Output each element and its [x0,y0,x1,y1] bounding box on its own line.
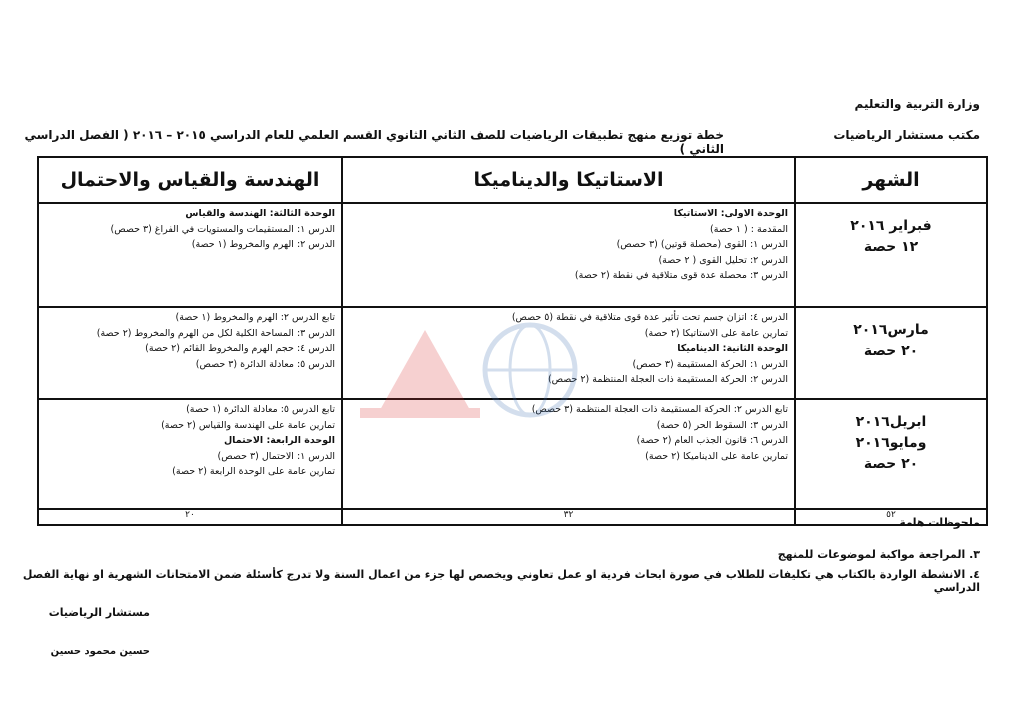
lesson-line: تابع الدرس ٢: الهرم والمخروط (١ حصة) [175,312,335,323]
signature-name: حسين محمود حسين [50,646,150,657]
lesson-line: الدرس ١: المستقيمات والمستويات في الفراغ (٣ حصص) [110,223,335,235]
col-month-header: الشهر [795,157,987,203]
lesson-line: تمارين عامة على الديناميكا (٢ حصة) [645,450,788,462]
geometry-cell [38,307,342,399]
lesson-line: الدرس ١: الحركة المستقيمة (٣ حصص) [632,358,788,370]
lesson-line: تمارين عامة على الوحدة الرابعة (٢ حصة) [172,466,335,477]
statics-cell [342,307,795,399]
lesson-line: الدرس ٢: تحليل القوى ( ٢ حصة) [658,254,788,266]
plan-title: خطة توزيع منهج تطبيقات الرياضيات للصف الثاني الثانوي القسم العلمي للعام الدراسي ٢٠١٥ – ٢٠١٦ ( الفصل الدراسي الثاني ) [24,128,724,156]
lesson-line: الدرس ٢: الهرم والمخروط (١ حصة) [191,239,335,250]
statics-cell [342,399,795,509]
lesson-line: المقدمة : ( ١ حصة) [709,223,788,235]
geometry-cell [38,399,342,509]
table-row [38,203,987,307]
signature-title: مستشار الرياضيات [48,606,150,619]
table-header-row [38,157,987,203]
lesson-line: الدرس ٢: الحركة المستقيمة ذات العجلة المنتظمة (٢ حصص) [547,374,788,385]
lesson-line: تابع الدرس ٥: معادلة الدائرة (١ حصة) [186,404,335,415]
col-geometry-header: الهندسة والقياس والاحتمال [38,157,342,203]
unit-title: الوحدة الثالثة: الهندسة والقياس [185,208,335,219]
month-cell [795,203,987,307]
unit-title: الوحدة الثانية: الديناميكا [677,343,788,354]
table-row [38,307,987,399]
total-month: ٥٢ [795,509,987,525]
note-item: ٣. المراجعة مواكبة لموضوعات للمنهج [777,548,980,561]
month-cell [795,307,987,399]
col-statics-header: الاستاتيكا والديناميكا [342,157,795,203]
month-periods: ٢٠ حصة [863,456,919,472]
month-label: ابريل٢٠١٦ [855,414,927,430]
note-item: ٤. الانشطة الواردة بالكتاب هي تكليفات للطلاب في صورة ابحاث فردية او عمل تعاوني ويخصص لها جزء من اعمال السنة ولا تدرج كأسئلة ضمن الامتحانات الشهرية او نهاية الفصل الدراسي [22,568,980,594]
lesson-line: الدرس ٦: قانون الجذب العام (٢ حصة) [636,435,788,446]
lesson-line: تمارين عامة على الاستاتيكا (٢ حصة) [644,327,788,339]
lesson-line: الدرس ٣: السقوط الحر (٥ حصة) [656,419,788,431]
lesson-line: الدرس ١: القوى (محصلة قوتين) (٣ حصص) [616,239,788,250]
lesson-line: الدرس ٣: محصلة عدة قوى متلاقية في نقطة (٢ حصة) [574,270,788,281]
lesson-line: تابع الدرس ٢: الحركة المستقيمة ذات العجلة المنتظمة (٣ حصص) [531,404,788,415]
unit-title: الوحدة الاولى: الاستاتيكا [673,208,788,219]
table-row [38,399,987,509]
lesson-line: الدرس ٥: معادلة الدائرة (٣ حصص) [195,358,335,370]
month-periods: ١٢ حصة [863,239,919,255]
office-name: مكتب مستشار الرياضيات [833,128,980,142]
lesson-line: الدرس ٣: المساحة الكلية لكل من الهرم والمخروط (٢ حصة) [96,327,335,339]
lesson-line: الدرس ٤: حجم الهرم والمخروط القائم (٢ حصة) [145,343,335,354]
unit-title: الوحدة الرابعة: الاحتمال [223,435,335,446]
total-geometry: ٢٠ [38,509,342,525]
month-cell [795,399,987,509]
total-statics: ٣٢ [342,509,795,525]
lesson-line: تمارين عامة على الهندسة والقياس (٢ حصة) [161,419,335,431]
lesson-line: الدرس ٤: اتزان جسم تحت تأثير عدة قوى متلاقية في نقطة (٥ حصص) [511,312,788,323]
month-periods: ٢٠ حصة [863,343,919,359]
curriculum-table [37,156,988,526]
lesson-line: الدرس ١: الاحتمال (٣ حصص) [217,450,335,462]
ministry-name: وزارة التربية والتعليم [854,97,980,111]
totals-row [38,509,987,525]
month-label: فبراير ٢٠١٦ [850,218,932,234]
month-label: ومايو٢٠١٦ [855,435,927,451]
month-label: مارس٢٠١٦ [853,322,929,338]
statics-cell [342,203,795,307]
geometry-cell [38,203,342,307]
notes-title: ملحوظات هامة [899,516,980,529]
